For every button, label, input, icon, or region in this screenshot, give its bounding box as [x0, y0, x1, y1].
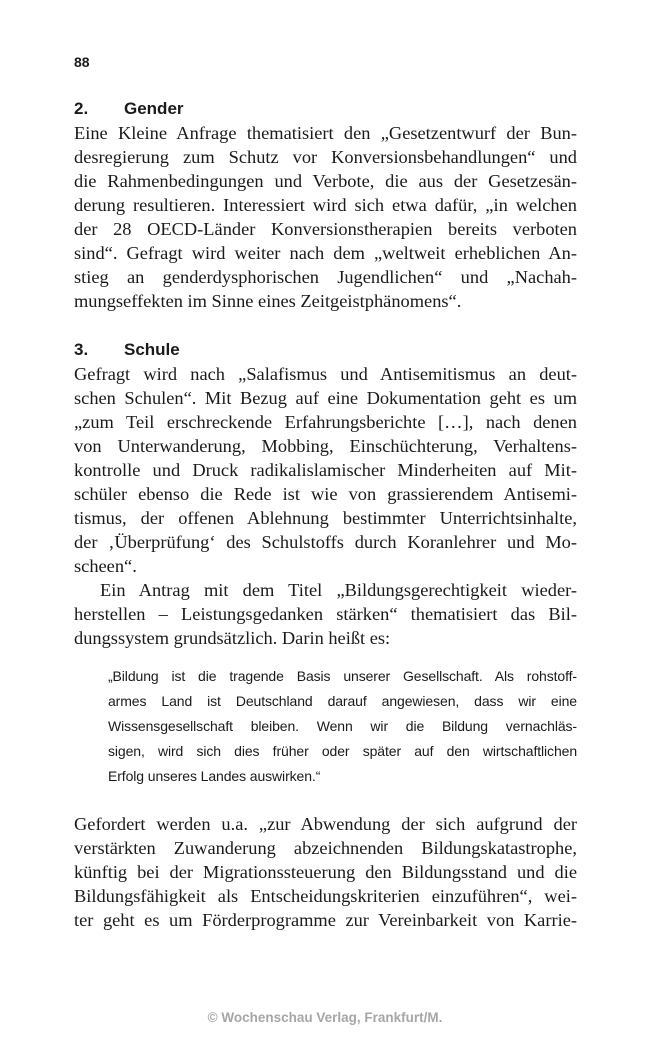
quote-line: armes Land ist Deutschland darauf angewiesen, dass wir eine	[108, 693, 577, 709]
text-line: desregierung zum Schutz vor Konversionsbehandlungen“ und	[74, 147, 577, 167]
text-line: dungssystem grundsätzlich. Darin heißt es:	[74, 628, 391, 648]
text-line: derung resultieren. Interessiert wird sich etwa dafür, „in welchen	[74, 195, 577, 215]
page-number: 88	[74, 54, 90, 70]
text-line: die Rahmenbedingungen und Verbote, die aus der Gesetzesän-	[74, 171, 577, 191]
section-heading-schule	[74, 337, 577, 362]
text-line: mungseffekten im Sinne eines Zeitgeistphänomens“.	[74, 291, 462, 311]
text-line: Gefragt wird nach „Salafismus und Antisemitismus an deut-	[74, 364, 577, 384]
text-line: scheen“.	[74, 556, 137, 576]
text-line: der ‚Überprüfung‘ des Schulstoffs durch Koranlehrer und Mo-	[74, 532, 577, 552]
text-line: künftig bei der Migrationssteuerung den Bildungsstand und die	[74, 862, 577, 882]
text-line: sind“. Gefragt wird weiter nach dem „weltweit erheblichen An-	[74, 243, 577, 263]
text-line: kontrolle und Druck radikalislamischer Minderheiten auf Mit-	[74, 460, 577, 480]
text-line: schen Schulen“. Mit Bezug auf eine Dokumentation geht es um	[74, 388, 577, 408]
section-body-gender	[74, 121, 577, 313]
paragraph-demands	[74, 812, 577, 932]
text-line: Ein Antrag mit dem Titel „Bildungsgerechtigkeit wieder-	[100, 580, 577, 600]
section-number: 2.	[74, 99, 89, 118]
text-line: Gefordert werden u.a. „zur Abwendung der sich aufgrund der	[74, 814, 577, 834]
text-line: stieg an genderdysphorischen Jugendlichen“ und „Nachah-	[74, 267, 577, 287]
section-title: Gender	[124, 99, 184, 118]
section-heading-gender	[74, 96, 577, 121]
section-title: Schule	[124, 340, 180, 359]
text-line: tismus, der offenen Ablehnung bestimmter Unterrichtsinhalte,	[74, 508, 577, 528]
copyright-footer: © Wochenschau Verlag, Frankfurt/M.	[207, 1010, 443, 1025]
text-line: Bildungsfähigkeit als Entscheidungskriterien einzuführen“, wei-	[74, 886, 577, 906]
quote-line: „Bildung ist die tragende Basis unserer Gesellschaft. Als rohstoff-	[108, 668, 577, 684]
text-line: „zum Teil erschreckende Erfahrungsberichte […], nach denen	[74, 412, 577, 432]
quote-line: Erfolg unseres Landes auswirken.“	[108, 768, 321, 784]
text-line: verstärkten Zuwanderung abzeichnenden Bildungskatastrophe,	[74, 838, 577, 858]
text-line: Eine Kleine Anfrage thematisiert den „Gesetzentwurf der Bun-	[74, 123, 577, 143]
section-body-schule	[74, 362, 577, 650]
quote-line: Wissensgesellschaft bleiben. Wenn wir die Bildung vernachläs-	[108, 718, 577, 734]
text-line: ter geht es um Förderprogramme zur Vereinbarkeit von Karrie-	[74, 910, 577, 930]
text-line: der 28 OECD-Länder Konversionstherapien bereits verboten	[74, 219, 577, 239]
text-line: von Unterwanderung, Mobbing, Einschüchterung, Verhaltens-	[74, 436, 577, 456]
text-line: herstellen – Leistungsgedanken stärken“ thematisiert das Bil-	[74, 604, 577, 624]
quote-line: sigen, wird sich dies früher oder später auf den wirtschaftlichen	[108, 743, 577, 759]
section-number: 3.	[74, 340, 89, 359]
text-line: schüler ebenso die Rede ist wie von grassierendem Antisemi-	[74, 484, 577, 504]
block-quote	[108, 664, 577, 789]
page-content	[74, 96, 577, 932]
